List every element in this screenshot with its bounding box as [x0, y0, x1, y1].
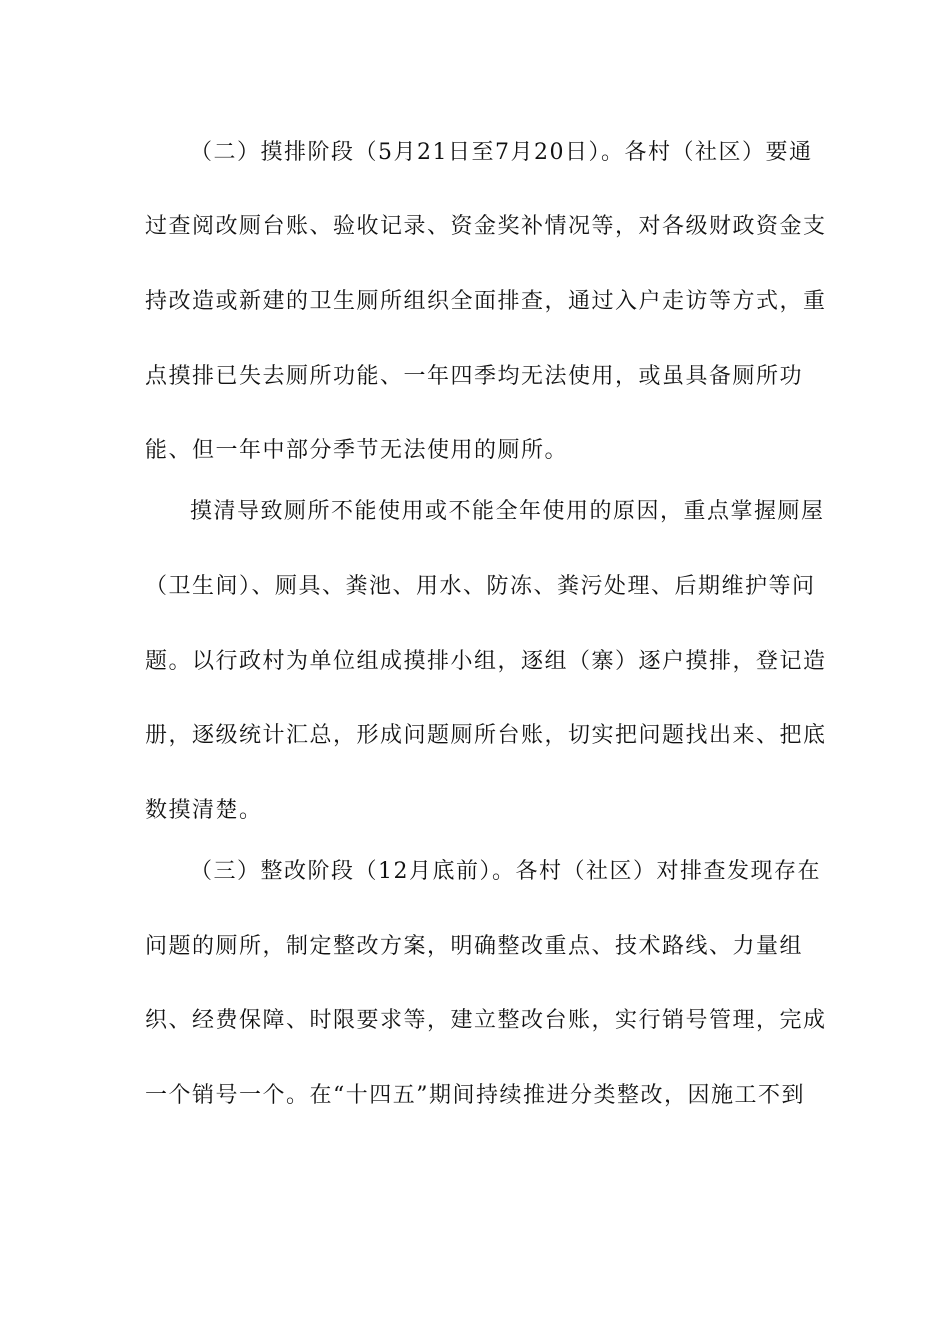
paragraph-1-line-1: （二）摸排阶段（5月21日至7月20日）。各村（社区）要通 [190, 140, 813, 165]
paragraph-2-line-2: （卫生间）、厕具、粪池、用水、防冻、粪污处理、后期维护等问 [145, 574, 816, 599]
paragraph-1-line-4: 点摸排已失去厕所功能、一年四季均无法使用，或虽具备厕所功 [145, 364, 804, 389]
paragraph-1-line-3: 持改造或新建的卫生厕所组织全面排查，通过入户走访等方式，重 [145, 289, 827, 314]
paragraph-1-line-5: 能、但一年中部分季节无法使用的厕所。 [145, 438, 569, 463]
paragraph-2-line-1: 摸清导致厕所不能使用或不能全年使用的原因，重点掌握厕屋 [190, 499, 825, 524]
paragraph-3-line-2: 问题的厕所，制定整改方案，明确整改重点、技术路线、力量组 [145, 934, 804, 959]
paragraph-3-line-3: 织、经费保障、时限要求等，建立整改台账，实行销号管理，完成 [145, 1008, 827, 1033]
paragraph-3-line-1: （三）整改阶段（12月底前）。各村（社区）对排查发现存在 [190, 859, 821, 884]
paragraph-3-line-4: 一个销号一个。在“十四五”期间持续推进分类整改，因施工不到 [145, 1083, 805, 1108]
paragraph-2-line-5: 数摸清楚。 [145, 798, 263, 823]
paragraph-2-line-4: 册，逐级统计汇总，形成问题厕所台账，切实把问题找出来、把底 [145, 723, 827, 748]
paragraph-1-line-2: 过查阅改厕台账、验收记录、资金奖补情况等，对各级财政资金支 [145, 214, 827, 239]
paragraph-2-line-3: 题。以行政村为单位组成摸排小组，逐组（寨）逐户摸排，登记造 [145, 649, 827, 674]
